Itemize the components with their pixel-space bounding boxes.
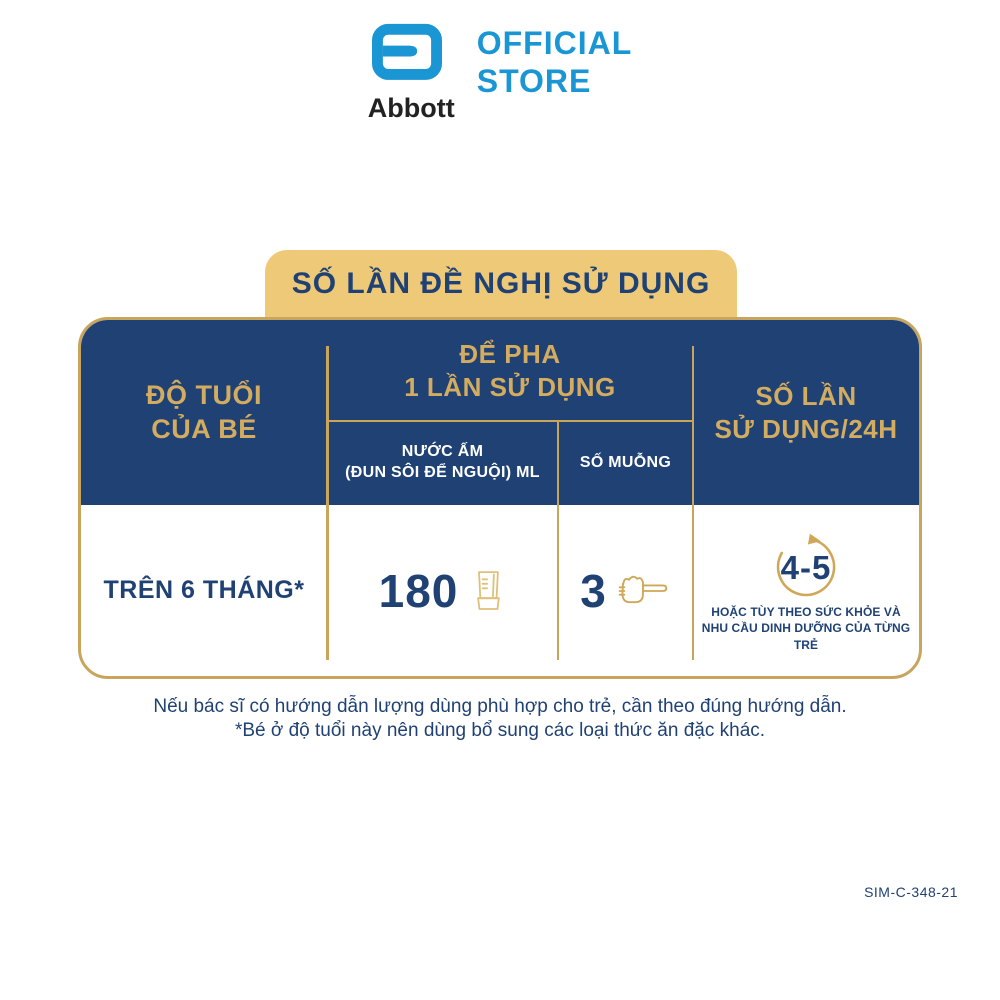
dosage-table bbox=[78, 317, 922, 679]
header-frequency-column bbox=[693, 320, 919, 505]
footnote-doctor: Nếu bác sĩ có hướng dẫn lượng dùng phù hợp cho trẻ, cần theo đúng hướng dẫn. bbox=[153, 696, 847, 717]
cell-water bbox=[327, 505, 558, 676]
cycle-arrow-icon bbox=[765, 528, 847, 598]
official-store-text bbox=[477, 24, 633, 100]
official-line: OFFICIAL bbox=[476, 25, 633, 61]
header-frequency-line2: SỬ DỤNG/24H bbox=[714, 413, 898, 444]
cell-scoops bbox=[558, 505, 693, 676]
cell-frequency bbox=[693, 505, 919, 676]
store-line: STORE bbox=[476, 63, 592, 99]
header-water-line2: (ĐUN SÔI ĐỂ NGUỘI) ML bbox=[345, 464, 540, 481]
frequency-note-line2: NHU CẦU DINH DƯỠNG CỦA TỪNG TRẺ bbox=[701, 621, 911, 652]
header-mix-line1: ĐỂ PHA bbox=[459, 339, 561, 369]
cell-age bbox=[81, 505, 327, 676]
header-mix-column bbox=[327, 320, 693, 421]
age-value: TRÊN 6 THÁNG* bbox=[103, 576, 305, 604]
frequency-note bbox=[693, 604, 919, 653]
abbott-logo-block bbox=[368, 20, 455, 124]
header-water-subcolumn bbox=[327, 421, 558, 505]
water-ml-value: 180 bbox=[378, 564, 459, 617]
product-code: SIM-C-348-21 bbox=[864, 884, 958, 900]
header-scoops-subcolumn bbox=[558, 421, 693, 505]
brand-header bbox=[0, 20, 1000, 124]
header-age-column bbox=[81, 320, 327, 505]
banner-title: SỐ LẦN ĐỀ NGHỊ SỬ DỤNG bbox=[291, 266, 711, 300]
scoops-value: 3 bbox=[580, 564, 607, 617]
abbott-wordmark: Abbott bbox=[367, 93, 455, 123]
footnote-solid-food: *Bé ở độ tuổi này nên dùng bổ sung các loại thức ăn đặc khác. bbox=[234, 720, 766, 741]
header-age-line1: ĐỘ TUỔI bbox=[146, 379, 262, 410]
usage-banner bbox=[265, 250, 737, 317]
footnotes bbox=[0, 695, 1000, 743]
abbott-a-logo-icon bbox=[368, 20, 446, 90]
times-per-24h-value: 4-5 bbox=[780, 549, 832, 587]
header-age-line2: CỦA BÉ bbox=[151, 413, 257, 444]
measuring-cup-icon bbox=[470, 569, 506, 613]
header-mix-line2: 1 LẦN SỬ DỤNG bbox=[404, 371, 616, 402]
header-frequency-line1: SỐ LẦN bbox=[755, 381, 857, 411]
header-water-line1: NƯỚC ẤM bbox=[401, 443, 484, 461]
subheader-divider bbox=[327, 420, 693, 422]
frequency-note-line1: HOẶC TÙY THEO SỨC KHỎE VÀ bbox=[711, 605, 901, 620]
header-scoops-label: SỐ MUỖNG bbox=[579, 453, 672, 471]
scoop-icon bbox=[615, 571, 671, 611]
